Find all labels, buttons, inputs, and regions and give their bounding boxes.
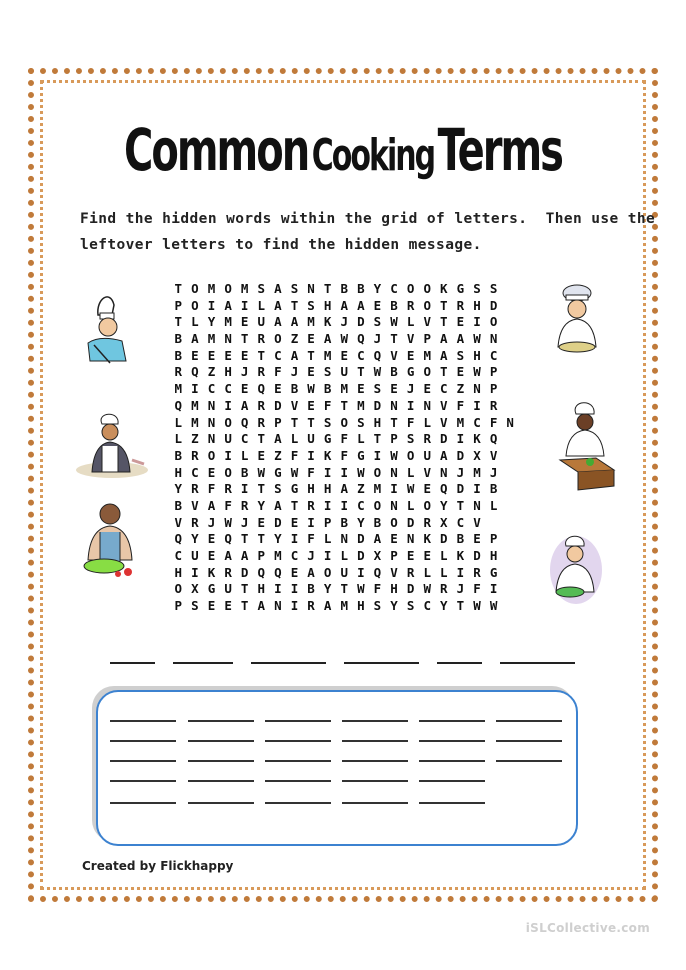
grid-row: P O I A I L A T S H A A E B R O T R H D (174, 297, 498, 313)
grid-row: B R O I L E Z F I K F G I W O U A D X V (174, 447, 498, 463)
answer-line[interactable] (342, 780, 408, 782)
grid-row: Q Y E Q T T Y I F L N D A E N K D B E P (174, 531, 498, 547)
answer-line[interactable] (419, 720, 485, 722)
answer-line[interactable] (342, 760, 408, 762)
answer-line[interactable] (188, 802, 254, 804)
answer-line[interactable] (188, 740, 254, 742)
grid-row: C U E A A P M C J I L D X P E E L K D H (174, 548, 498, 563)
message-blank[interactable] (344, 650, 419, 664)
answer-line[interactable] (265, 802, 331, 804)
grid-row: T L Y M E U A A M K J D S W L V T E I O (174, 314, 498, 330)
answer-line[interactable] (419, 780, 485, 782)
instructions-line-1: Find the hidden words within the grid of letters. Then use the (80, 211, 656, 227)
chef-clipart-left-1 (80, 285, 136, 365)
answer-line[interactable] (188, 720, 254, 722)
answer-line[interactable] (110, 802, 176, 804)
answer-line[interactable] (419, 760, 485, 762)
grid-row: M I C C E Q E B W B M E S E J E C Z N P (174, 381, 498, 397)
message-blank[interactable] (173, 650, 233, 664)
instructions-line-2: leftover letters to find the hidden message. (80, 237, 482, 253)
chef-clipart-right-2 (556, 398, 616, 494)
grid-row: Y R F R I T S G H H A Z M I W E Q D I B (174, 481, 498, 497)
grid-row: B E E E E T C A T M E C Q V E M A S H C (174, 347, 498, 363)
credit-text: Created by Flickhappy (82, 859, 234, 873)
answer-line[interactable] (419, 740, 485, 742)
answer-line[interactable] (265, 780, 331, 782)
grid-row: O X G U T H I I B Y T W F H D W R J F I (174, 581, 498, 597)
answer-line[interactable] (110, 760, 176, 762)
answer-line[interactable] (110, 740, 176, 742)
grid-row: H I K R D Q Q E A O U I Q V R L L I R G (174, 564, 498, 580)
chef-clipart-right-1 (552, 283, 602, 353)
grid-row: L Z N U C T A L U G F L T P S R D I K Q (174, 431, 498, 447)
grid-row: H C E O B W G W F I I W O N L V N J M J (174, 464, 498, 480)
grid-row: L M N O Q R P T T S O S H T F L V M C F N (174, 414, 514, 430)
answer-line[interactable] (188, 780, 254, 782)
grid-row: B A M N T R O Z E A W Q J T V P A A W N (174, 331, 498, 347)
message-blank[interactable] (500, 650, 575, 664)
answer-line[interactable] (188, 760, 254, 762)
word-search-grid (170, 281, 518, 615)
title-word-cooking: Cooking (311, 131, 435, 182)
message-blank[interactable] (251, 650, 326, 664)
answer-line[interactable] (496, 720, 562, 722)
grid-row: R Q Z H J R F J E S U T W B G O T E W P (174, 364, 498, 380)
answer-line[interactable] (496, 740, 562, 742)
title-word-common: Common (124, 118, 309, 185)
message-blank[interactable] (437, 650, 482, 664)
answer-line[interactable] (265, 760, 331, 762)
chef-clipart-right-3 (548, 530, 604, 606)
answer-line[interactable] (265, 740, 331, 742)
answer-line[interactable] (110, 720, 176, 722)
title-word-terms: Terms (437, 118, 562, 185)
instructions (80, 206, 656, 258)
answer-line[interactable] (342, 740, 408, 742)
answer-line[interactable] (265, 720, 331, 722)
grid-row: T O M O M S A S N T B B Y C O O K G S S (174, 281, 498, 296)
grid-row: B V A F R Y A T R I I C O N L O Y T N L (174, 497, 498, 513)
page-title (0, 118, 686, 185)
answer-line[interactable] (496, 760, 562, 762)
answer-line[interactable] (419, 802, 485, 804)
grid-row: V R J W J E D E I P B Y B O D R X C V (174, 514, 481, 530)
answer-line[interactable] (110, 780, 176, 782)
chef-clipart-left-2 (72, 408, 152, 480)
answer-box (96, 690, 578, 846)
message-blank[interactable] (110, 650, 155, 664)
chef-clipart-left-3 (78, 500, 142, 580)
grid-row: P S E E T A N I R A M H S Y S C Y T W W (174, 598, 498, 614)
grid-row: Q M N I A R D V E F T M D N I N V F I R (174, 397, 498, 413)
answer-line[interactable] (342, 720, 408, 722)
hidden-message-blanks (110, 650, 580, 664)
watermark: iSLCollective.com (525, 921, 650, 935)
answer-line[interactable] (342, 802, 408, 804)
